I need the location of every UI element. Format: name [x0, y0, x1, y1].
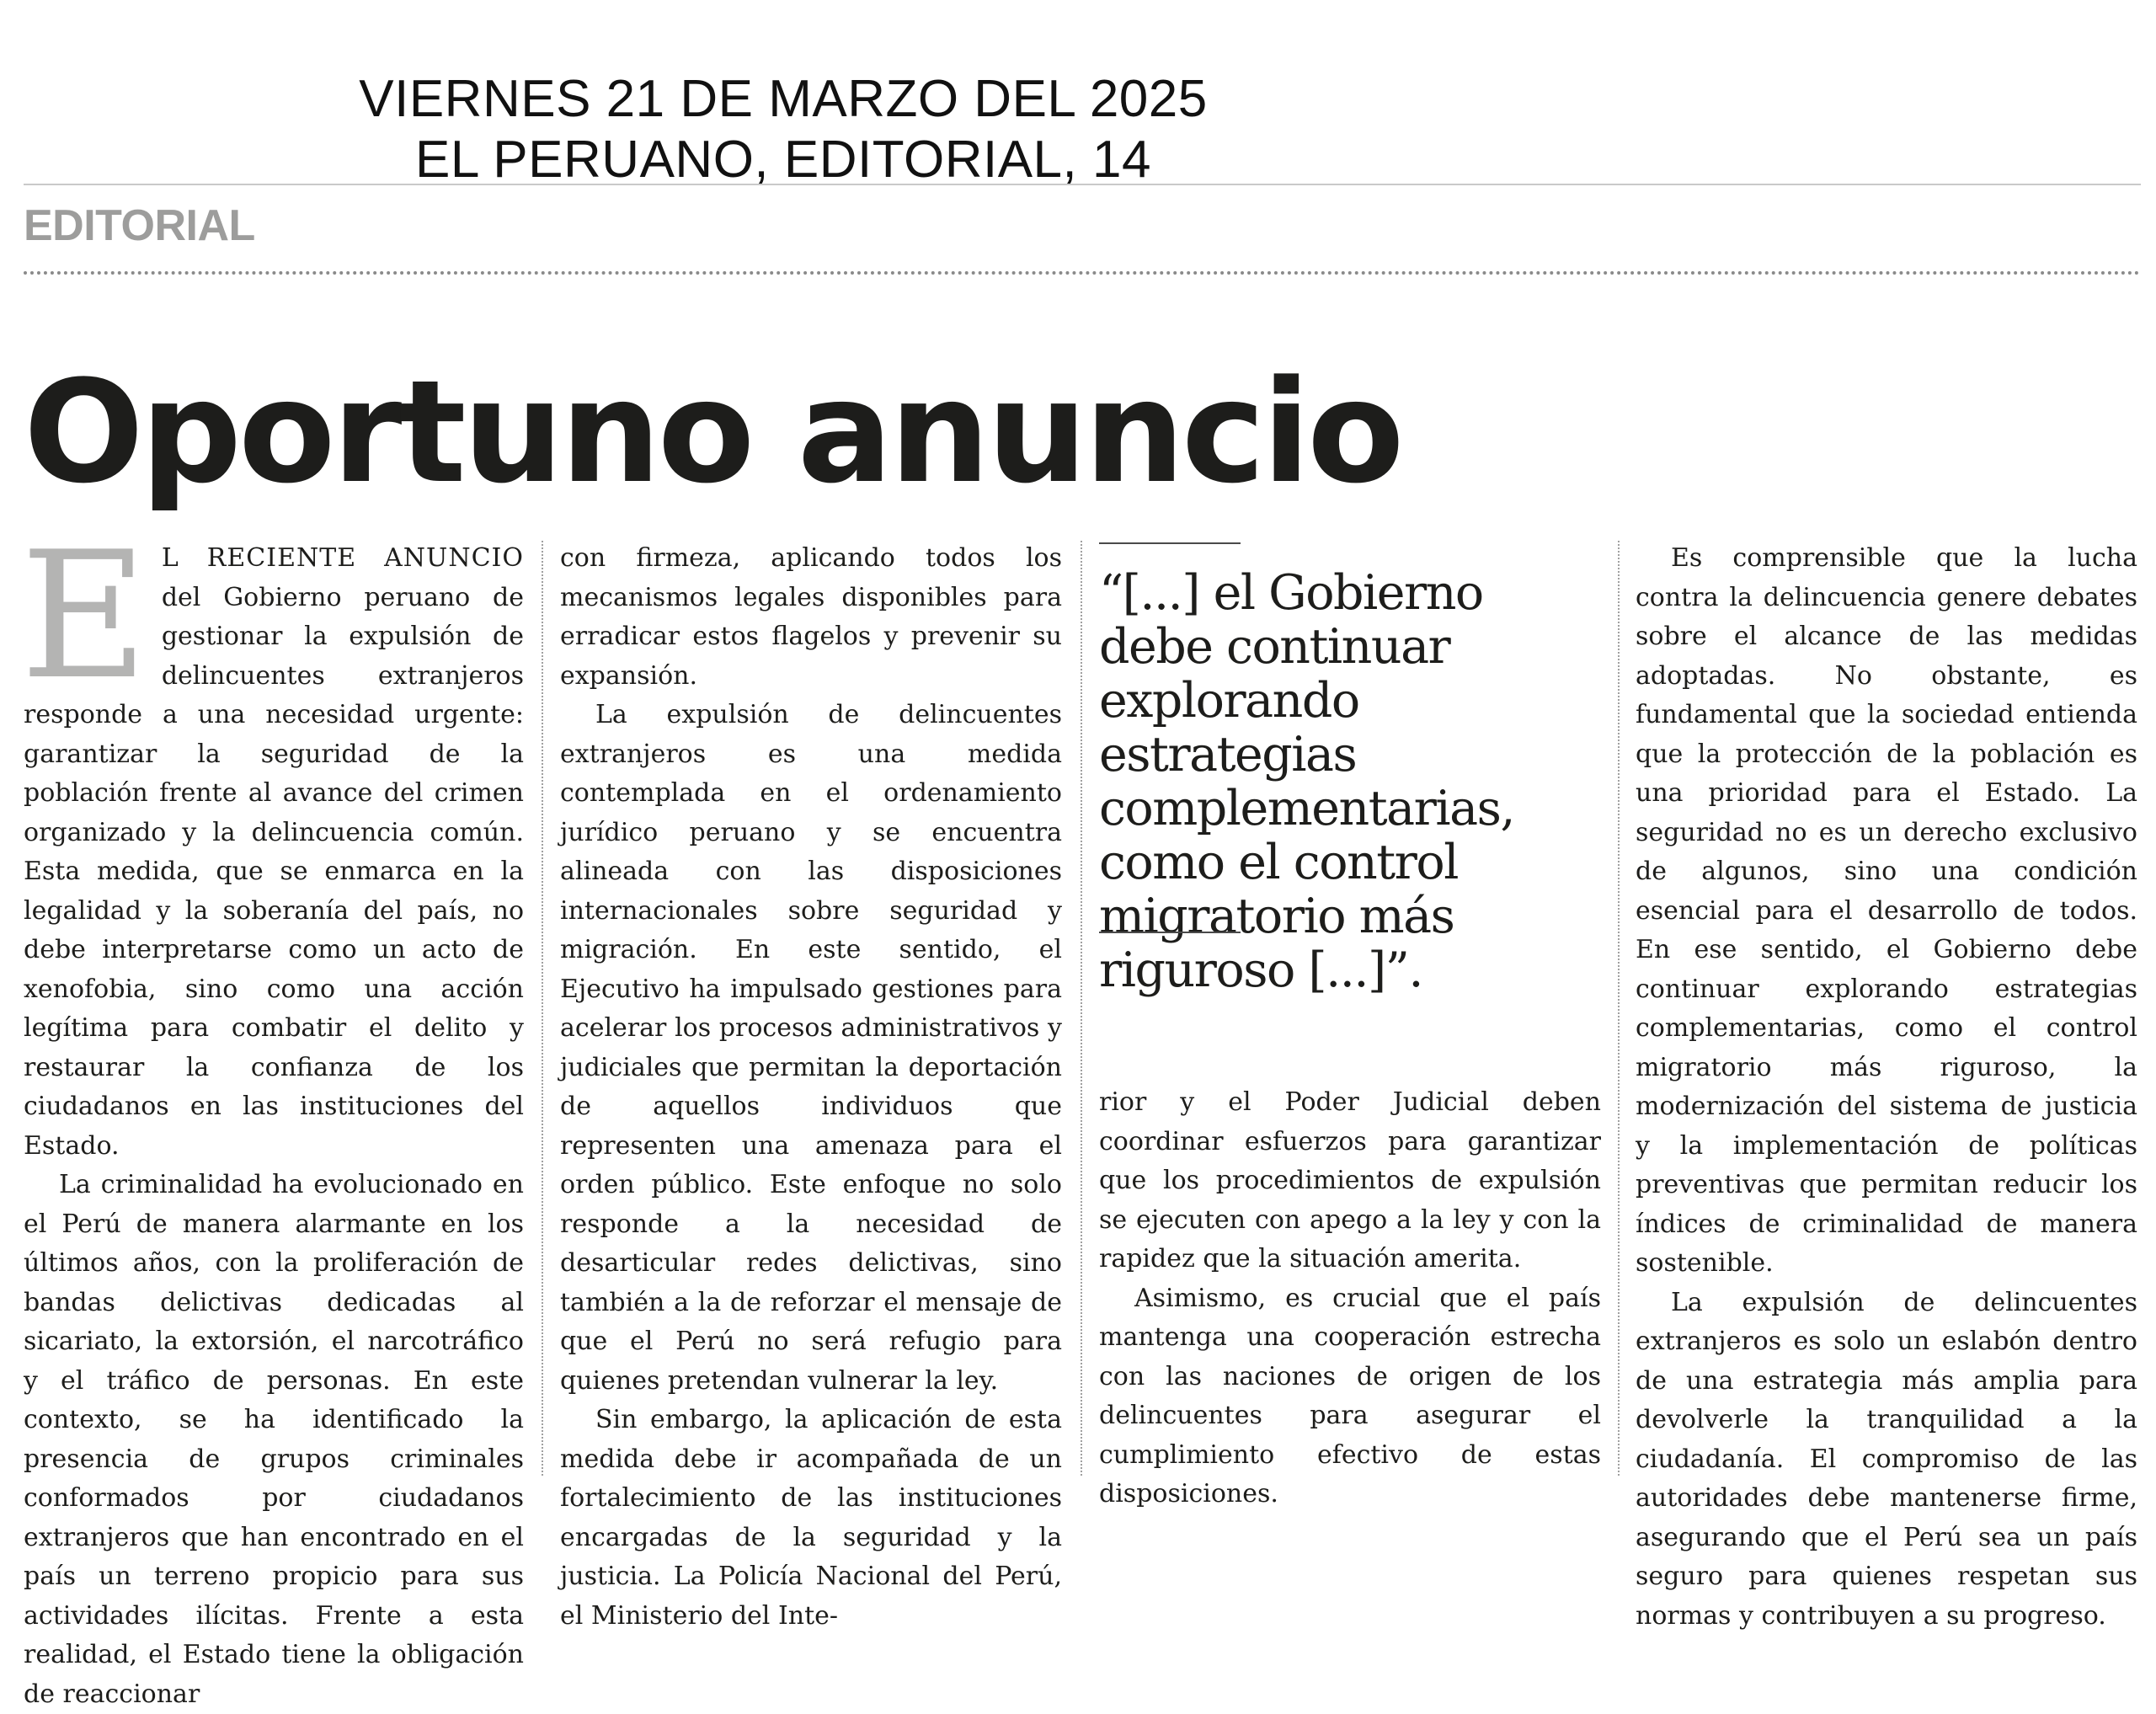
article-column-2 — [560, 539, 1062, 1636]
publication-source: EL PERUANO, EDITORIAL, 14 — [415, 131, 1151, 189]
article-column-1 — [20, 515, 524, 1714]
paragraph: La expulsión de delincuentes extranjeros es una medida contemplada en el ordenamiento jurídico peruano y se encuentra alineada con las disposiciones internacionales sobre seguridad y migración. En este sentido, el Ejecutivo ha impulsado gestiones para acelerar los procesos administrativos y judiciales que permitan la deportación de aquellos individuos que representen una amenaza para el orden público. Este enfoque no solo responde a la necesidad de desarticular redes delictivas, sino también a la de reforzar el mensaje de que el Perú no será refugio para quienes pretendan vulnerar la ley. — [560, 700, 1062, 1396]
paragraph: Asimismo, es crucial que el país mantenga una cooperación estrecha con las naciones de origen de los delincuentes para asegurar el cumplimiento efectivo de estas disposiciones. — [1099, 1283, 1601, 1508]
column-divider — [1081, 541, 1082, 1476]
column-divider — [1618, 541, 1620, 1476]
paragraph: La criminalidad ha evolucionado en el Perú de manera alarmante en los últimos años, con la proliferación de bandas delictivas dedicadas al sicariato, la extorsión, el narcotráfico y el tráfico de personas. En este contexto, se ha identificado la presencia de grupos criminales conformados por ciudadanos extranjeros que han encontrado en el país un terreno propicio para sus actividades ilícitas. Frente a esta realidad, el Estado tiene la obligación de reaccionar — [24, 1170, 524, 1709]
publication-date: VIERNES 21 DE MARZO DEL 2025 — [359, 70, 1208, 128]
column-divider — [542, 541, 543, 1476]
paragraph — [20, 515, 524, 1166]
paragraph: rior y el Poder Judicial deben coordinar esfuerzos para garantizar que los procedimientos de expulsión se ejecuten con apego a la ley y con la rapidez que la situación amerita. — [1099, 1087, 1601, 1273]
paragraph: con firmeza, aplicando todos los mecanismos legales disponibles para erradicar estos flagelos y prevenir su expansión. — [560, 543, 1062, 691]
pullquote: “[...] el Gobierno debe continuar explorando estrategias complementarias, como el control migratorio más riguroso [...]”. — [1099, 565, 1514, 998]
page-header — [0, 69, 1566, 190]
article-column-4 — [1636, 539, 2137, 1636]
paragraph: Es comprensible que la lucha contra la delincuencia genere debates sobre el alcance de las medidas adoptadas. No obstante, es fundamental que la sociedad entienda que la protección de la población es una prioridad para el Estado. La seguridad no es un derecho exclusivo de algunos, sino una condición esencial para el desarrollo de todos. En ese sentido, el Gobierno debe continuar explorando estrategias complementarias, como el control migratorio más riguroso, la modernización del sistema de justicia y la implementación de políticas preventivas que permitan reducir los índices de criminalidad de manera sostenible. — [1636, 543, 2137, 1278]
drop-cap: E — [20, 515, 148, 718]
article-headline: Oportuno anuncio — [24, 350, 1401, 515]
section-divider — [24, 271, 2141, 275]
pullquote-top-rule — [1099, 542, 1241, 544]
paragraph-text: del Gobierno peruano de gestionar la expulsión de delincuentes extranjeros responde a una necesidad urgente: garantizar la seguridad de la población frente al avance del crimen organizado y la delincuencia común. Esta medida, que se enmarca en la legalidad y la soberanía del país, no debe interpretarse como un acto de xenofobia, sino como una acción legítima para combatir el delito y restaurar la confianza de los ciudadanos en las instituciones del Estado. — [24, 582, 524, 1161]
article-column-3 — [1099, 1083, 1601, 1514]
paragraph: Sin embargo, la aplicación de esta medida debe ir acompañada de un fortalecimiento de las instituciones encargadas de la seguridad y la justicia. La Policía Nacional del Perú, el Ministerio del Inte- — [560, 1405, 1062, 1631]
pullquote-bottom-rule — [1099, 932, 1241, 933]
header-rule — [24, 184, 2141, 185]
lead-caps: L RECIENTE ANUNCIO — [161, 543, 524, 573]
section-label: EDITORIAL — [24, 201, 255, 250]
paragraph: La expulsión de delincuentes extranjeros es solo un eslabón dentro de una estrategia más amplia para devolverle la tranquilidad a la ciudadanía. El compromiso de las autoridades debe mantenerse firme, asegurando que el Perú sea un país seguro para quienes respetan sus normas y contribuyen a su progreso. — [1636, 1287, 2137, 1631]
